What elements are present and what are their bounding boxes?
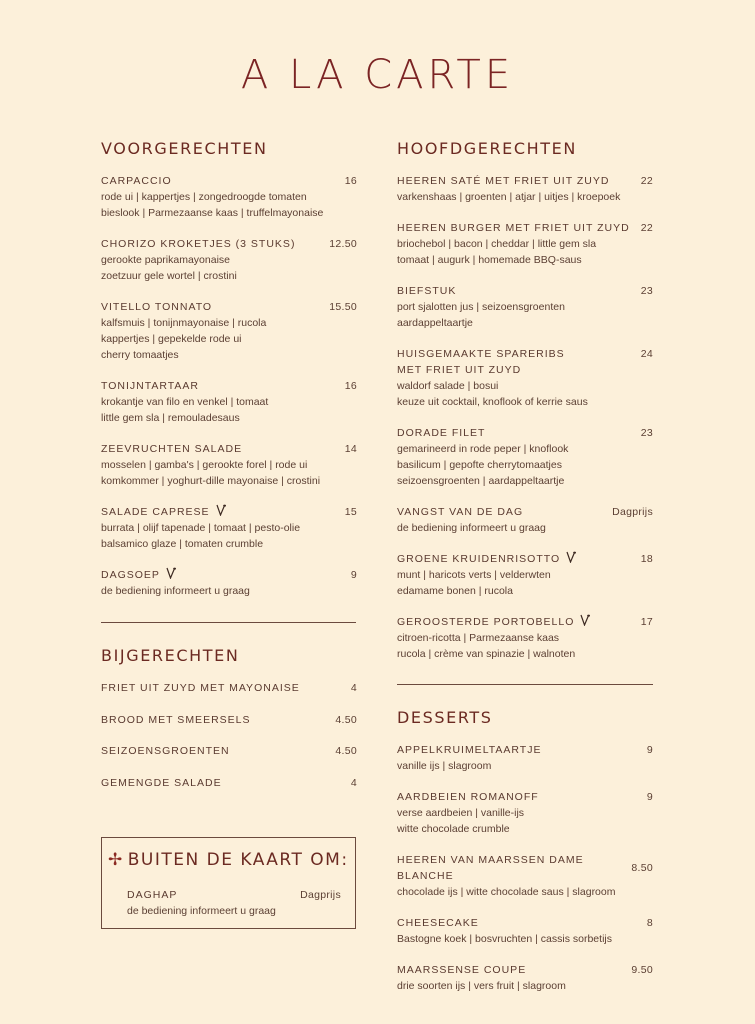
item-name-wrap [101,173,172,189]
item-description: keuze uit cocktail, knoflook of kerrie saus [397,396,588,408]
item-price: 24 [640,348,653,360]
item-list [397,742,653,994]
item-description: kalfsmuis | tonijnmayonaise | rucola [101,317,267,329]
item-name-wrap [101,236,295,252]
item-name-wrap [101,504,226,520]
item-name: GEROOSTERDE PORTOBELLO [397,616,575,628]
item-description: verse aardbeien | vanille-ijs [397,807,525,819]
item-price: 9 [646,744,653,756]
item-name: DAGHAP [127,889,178,901]
menu-item [127,887,341,919]
item-name-wrap [101,743,230,759]
vegetarian-icon [166,567,176,579]
item-name-wrap [101,712,251,728]
menu-item [397,852,653,900]
menu-item [397,425,653,489]
menu-item [101,743,357,759]
menu-title: A LA CARTE [240,52,515,98]
menu-item [397,789,653,837]
item-description: aardappeltaartje [397,317,473,329]
vegetarian-icon [566,551,576,563]
item-name: SEIZOENSGROENTEN [101,745,230,757]
menu-item [397,346,653,410]
item-description: de bediening informeert u graag [101,585,250,597]
item-price: 9 [646,791,653,803]
box-heading [108,850,349,870]
item-description: Bastogne koek | bosvruchten | cassis sorbetijs [397,933,612,945]
item-description: krokantje van filo en venkel | tomaat [101,396,269,408]
vegetarian-icon [580,614,590,626]
item-name-wrap [397,504,523,520]
item-name-wrap [397,551,576,567]
item-description: MET FRIET UIT ZUYD [397,364,522,376]
buiten-de-kaart-box [101,837,356,929]
item-description: drie soorten ijs | vers fruit | slagroom [397,980,566,992]
item-name: GROENE KRUIDENRISOTTO [397,553,561,565]
item-description: seizoensgroenten | aardappeltaartje [397,475,565,487]
item-name: MAARSSENSE COUPE [397,964,527,976]
item-name-wrap [397,173,609,189]
item-description: briochebol | bacon | cheddar | little gem sla [397,238,597,250]
item-name-wrap [101,567,176,583]
item-description: cherry tomaatjes [101,349,179,361]
item-name-wrap [397,915,479,931]
box-heading-text: BUITEN DE KAART OM: [127,850,349,870]
item-name: FRIET UIT ZUYD MET MAYONAISE [101,682,300,694]
divider [101,622,356,623]
item-name-wrap [101,299,212,315]
menu-item [101,441,357,489]
item-description: little gem sla | remouladesaus [101,412,240,424]
item-description: rucola | crème van spinazie | walnoten [397,648,576,660]
vegetarian-icon [216,504,226,516]
section-heading: VOORGERECHTEN [101,139,268,158]
item-name: VITELLO TONNATO [101,301,213,313]
menu-item [397,173,653,205]
item-name-wrap [101,680,300,696]
menu-item [101,378,357,426]
item-name: CARPACCIO [101,175,172,187]
item-name-wrap [101,775,222,791]
item-price: 9 [350,569,357,581]
item-name-wrap [101,441,242,457]
menu-item [397,962,653,994]
item-price: 22 [640,175,653,187]
menu-item [397,504,653,536]
item-description: de bediening informeert u graag [397,522,546,534]
item-name-wrap [397,346,565,362]
item-price: 15.50 [329,301,357,313]
item-description: rode ui | kappertjes | zongedroogde tomaten [101,191,307,203]
item-name: GEMENGDE SALADE [101,776,222,789]
section-voorgerechten [101,139,357,614]
item-price: 23 [640,285,653,297]
item-name: BROOD MET SMEERSELS [101,713,251,726]
item-price: 4 [350,776,357,789]
item-price: 8 [646,917,653,929]
item-price: 8.50 [631,862,653,874]
item-name-wrap [397,220,630,236]
item-price: 4.50 [335,745,357,757]
item-price: 9.50 [631,964,653,976]
item-name: BIEFSTUK [397,285,457,297]
item-price: 4 [350,682,357,694]
item-name: HUISGEMAAKTE SPARERIBS [397,348,565,360]
item-price: Dagprijs [300,889,341,901]
section-heading: HOOFDGERECHTEN [397,139,577,158]
section-hoofdgerechten [397,139,653,677]
item-description: citroen-ricotta | Parmezaanse kaas [397,632,560,644]
item-name: CHEESECAKE [397,917,479,929]
item-price: 4.50 [335,713,357,726]
item-list [101,173,357,599]
item-name: TONIJNTARTAAR [101,380,199,392]
item-price: 23 [640,427,653,439]
item-name-wrap [101,378,199,394]
item-name: DAGSOEP [101,569,160,581]
menu-item [101,680,357,696]
item-price: 16 [344,175,357,187]
menu-item [397,220,653,268]
item-price: Dagprijs [612,506,653,518]
item-price: 16 [344,380,357,392]
menu-item [101,712,357,728]
item-description: vanille ijs | slagroom [397,760,492,772]
item-description: basilicum | gepofte cherrytomaatjes [397,459,562,471]
item-name: HEEREN SATÉ MET FRIET UIT ZUYD [397,175,610,187]
item-price: 12.50 [329,238,357,250]
item-name: CHORIZO KROKETJES (3 STUKS) [101,238,296,250]
item-name-wrap [397,962,526,978]
item-description: gerookte paprikamayonaise [101,254,230,266]
menu-item [101,299,357,363]
menu-item [101,173,357,221]
item-list [101,680,357,791]
item-name: HEEREN VAN MAARSSEN DAME BLANCHE [397,854,584,882]
item-name: ZEEVRUCHTEN SALADE [101,443,243,455]
item-description: komkommer | yoghurt-dille mayonaise | crostini [101,475,321,487]
item-name-wrap [397,852,631,884]
item-name: HEEREN BURGER MET FRIET UIT ZUYD [397,222,630,234]
item-description: bieslook | Parmezaanse kaas | truffelmayonaise [101,207,324,219]
item-name: AARDBEIEN ROMANOFF [397,791,539,803]
item-name-wrap [397,789,539,805]
section-heading: DESSERTS [397,708,493,727]
item-description: gemarineerd in rode peper | knoflook [397,443,569,455]
item-price: 17 [640,616,653,628]
item-description: edamame bonen | rucola [397,585,513,597]
item-name-wrap [397,283,456,299]
star-ornament-icon: ✢ [108,850,124,870]
menu-item [101,504,357,552]
menu-item [101,775,357,791]
item-description: chocolade ijs | witte chocolade saus | slagroom [397,886,616,898]
item-description: mosselen | gamba's | gerookte forel | rode ui [101,459,308,471]
menu-item [397,742,653,774]
item-name: VANGST VAN DE DAG [397,506,524,518]
item-description: burrata | olijf tapenade | tomaat | pesto-olie [101,522,301,534]
item-price: 15 [344,506,357,518]
menu-item [397,915,653,947]
item-description: witte chocolade crumble [397,823,510,835]
item-description: de bediening informeert u graag [127,905,276,917]
menu-item [101,236,357,284]
menu-item [397,551,653,599]
section-desserts [397,708,653,1009]
item-price: 22 [640,222,653,234]
item-name-wrap [397,425,485,441]
item-name-wrap [397,742,541,758]
item-list [397,173,653,662]
item-description: waldorf salade | bosui [397,380,499,392]
item-description: varkenshaas | groenten | atjar | uitjes | kroepoek [397,191,621,203]
item-description: kappertjes | gepekelde rode ui [101,333,242,345]
section-heading: BIJGERECHTEN [101,646,240,665]
item-name: DORADE FILET [397,427,486,439]
item-price: 18 [640,553,653,565]
item-description: tomaat | augurk | homemade BBQ-saus [397,254,582,266]
item-name: APPELKRUIMELTAARTJE [397,744,542,756]
item-name: SALADE CAPRESE [101,506,210,518]
divider [397,684,653,685]
section-bijgerechten [101,646,357,806]
menu-item [397,614,653,662]
item-price: 14 [344,443,357,455]
item-description: munt | haricots verts | velderwten [397,569,551,581]
menu-item [101,567,357,599]
item-description: zoetzuur gele wortel | crostini [101,270,237,282]
item-description: port sjalotten jus | seizoensgroenten [397,301,565,313]
menu-item [397,283,653,331]
item-name-wrap [397,614,590,630]
item-description: balsamico glaze | tomaten crumble [101,538,264,550]
